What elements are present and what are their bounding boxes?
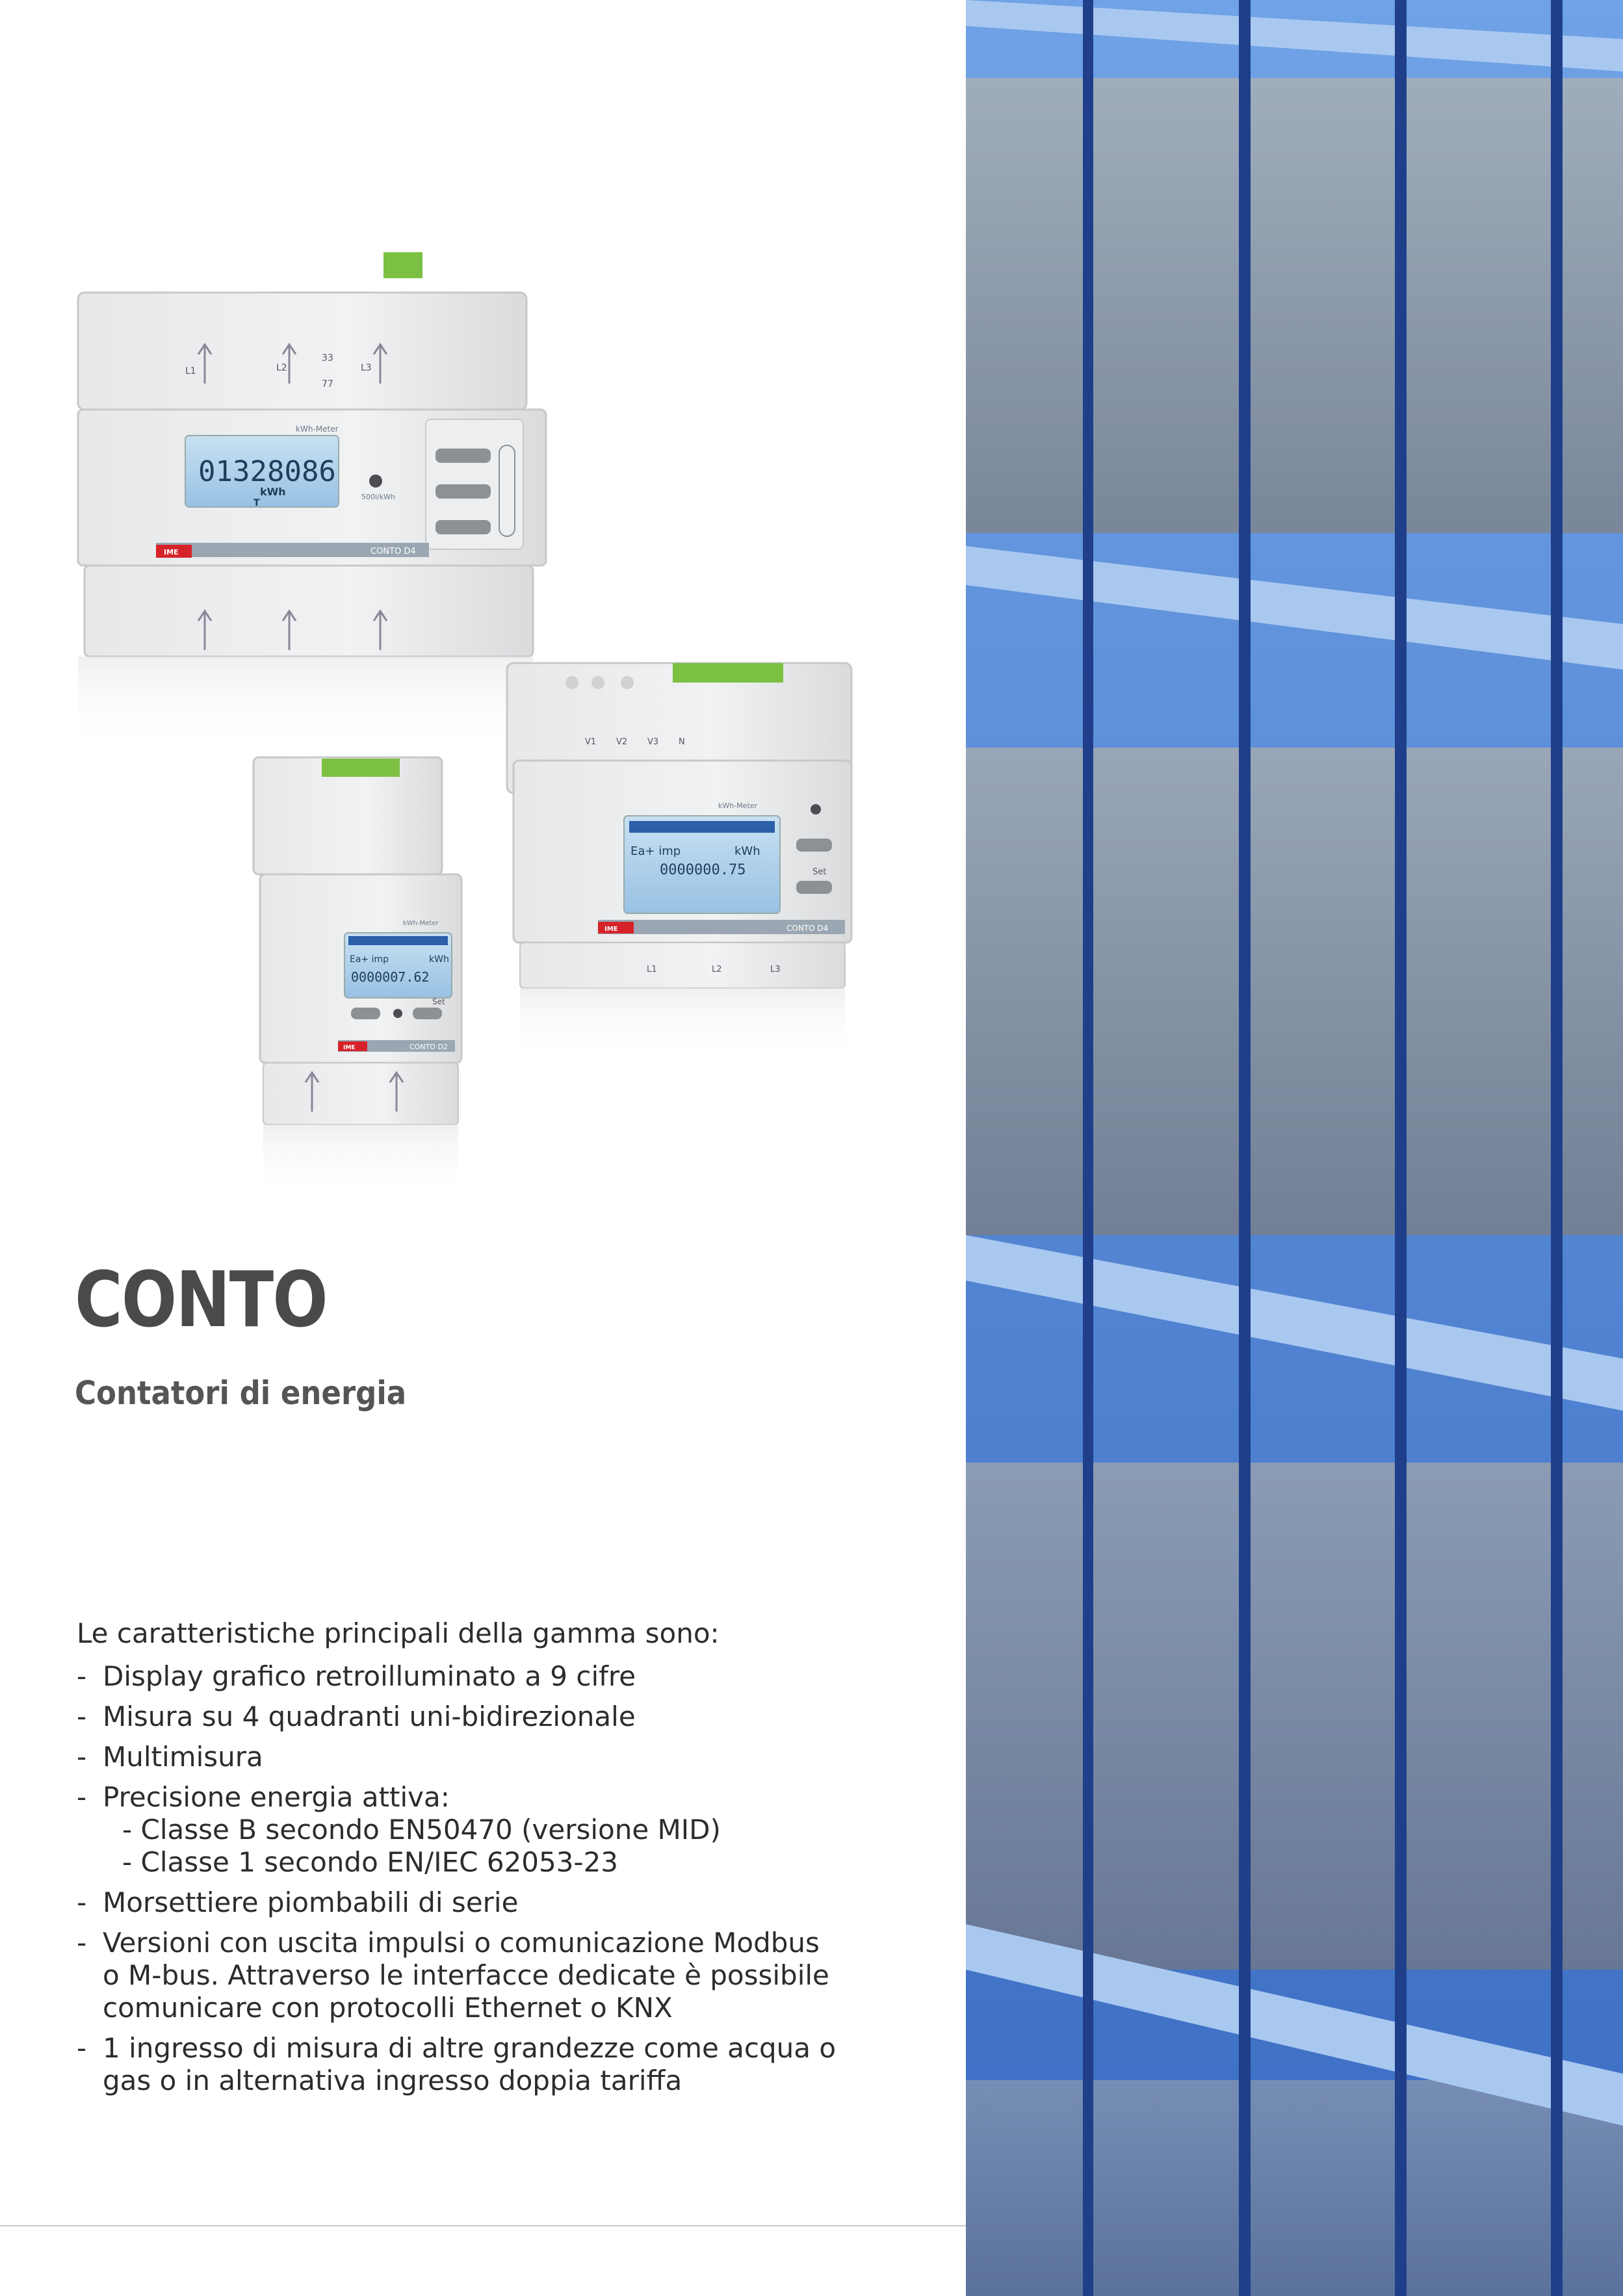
svg-text:kWh-Meter: kWh-Meter: [718, 802, 758, 810]
svg-text:V2: V2: [616, 737, 628, 747]
svg-text:kWh-Meter: kWh-Meter: [403, 920, 439, 927]
svg-text:CONTO D2: CONTO D2: [409, 1043, 448, 1051]
svg-text:T: T: [253, 498, 260, 508]
page-subtitle: Contatori di energia: [75, 1374, 407, 1412]
svg-text:N: N: [679, 737, 685, 747]
building-photo: [966, 0, 1623, 2296]
small-meter: [253, 757, 461, 1196]
svg-text:kWh-Meter: kWh-Meter: [296, 424, 339, 434]
sub-list-item: - Classe 1 secondo EN/IEC 62053-23: [103, 1846, 896, 1879]
svg-text:kWh: kWh: [260, 486, 286, 498]
svg-text:L3: L3: [770, 965, 781, 974]
page-title: CONTO: [75, 1255, 327, 1344]
product-photo: [65, 241, 871, 1242]
pulse-led: [811, 804, 821, 815]
svg-text:kWh: kWh: [429, 954, 449, 965]
terminal-block: [673, 663, 783, 683]
meter-button: [435, 520, 491, 534]
svg-text:Set: Set: [812, 867, 827, 877]
svg-text:V1: V1: [585, 737, 597, 747]
svg-text:Ea+ imp: Ea+ imp: [350, 954, 389, 965]
svg-text:CONTO D4: CONTO D4: [370, 547, 416, 556]
list-item: - Misura su 4 quadranti uni-bidirezionale: [77, 1701, 896, 1733]
svg-text:Set: Set: [432, 997, 445, 1006]
svg-text:77: 77: [322, 379, 333, 389]
features-intro: Le caratteristiche principali della gamma sono:: [77, 1617, 720, 1649]
meter-button: [796, 881, 832, 894]
lcd-value: 01328086: [198, 455, 336, 488]
svg-text:L2: L2: [712, 965, 722, 974]
pulse-led: [393, 1009, 402, 1018]
svg-text:IME: IME: [343, 1045, 356, 1051]
svg-text:L1: L1: [185, 366, 196, 376]
svg-text:IME: IME: [164, 548, 179, 556]
svg-text:L1: L1: [647, 965, 657, 974]
svg-text:V3: V3: [647, 737, 659, 747]
svg-text:IME: IME: [604, 926, 618, 933]
svg-text:CONTO D4: CONTO D4: [786, 924, 829, 933]
medium-meter: [507, 663, 851, 1060]
list-item: - Display grafico retroilluminato a 9 cifre: [77, 1660, 896, 1693]
lcd-value: 0000007.62: [351, 969, 430, 985]
terminal-block: [322, 759, 400, 777]
list-item: - Versioni con uscita impulsi o comunicazione Modbus o M-bus. Attraverso le interfacce dedicate è possibile comunicare con protocolli Ethernet o KNX: [77, 1927, 896, 2024]
features-list: [77, 1660, 896, 2097]
sub-list-item: - Classe B secondo EN50470 (versione MID): [103, 1814, 896, 1846]
features-section: [77, 1617, 896, 2105]
meter-button: [435, 449, 491, 463]
large-meter: [78, 252, 546, 748]
svg-text:L2: L2: [276, 363, 287, 373]
svg-text:500i/kWh: 500i/kWh: [361, 493, 395, 501]
meter-button: [435, 484, 491, 499]
terminal-block: [383, 252, 422, 278]
list-item: - 1 ingresso di misura di altre grandezze come acqua o gas o in alternativa ingresso doppia tariffa: [77, 2032, 896, 2097]
svg-text:L3: L3: [361, 363, 372, 373]
bottom-divider: [0, 2225, 966, 2226]
svg-text:33: 33: [322, 353, 333, 363]
list-item: - Multimisura: [77, 1741, 896, 1773]
svg-text:kWh: kWh: [734, 844, 760, 858]
list-item: - Precisione energia attiva: - Classe B secondo EN50470 (versione MID) - Classe 1 secondo EN/IEC 62053-23: [77, 1781, 896, 1879]
pulse-led: [369, 475, 382, 488]
svg-text:Ea+ imp: Ea+ imp: [630, 844, 681, 858]
meter-button: [796, 839, 832, 852]
meter-button: [413, 1008, 442, 1019]
list-item: - Morsettiere piombabili di serie: [77, 1886, 896, 1919]
meter-button: [351, 1008, 380, 1019]
lcd-value: 0000000.75: [660, 862, 746, 878]
